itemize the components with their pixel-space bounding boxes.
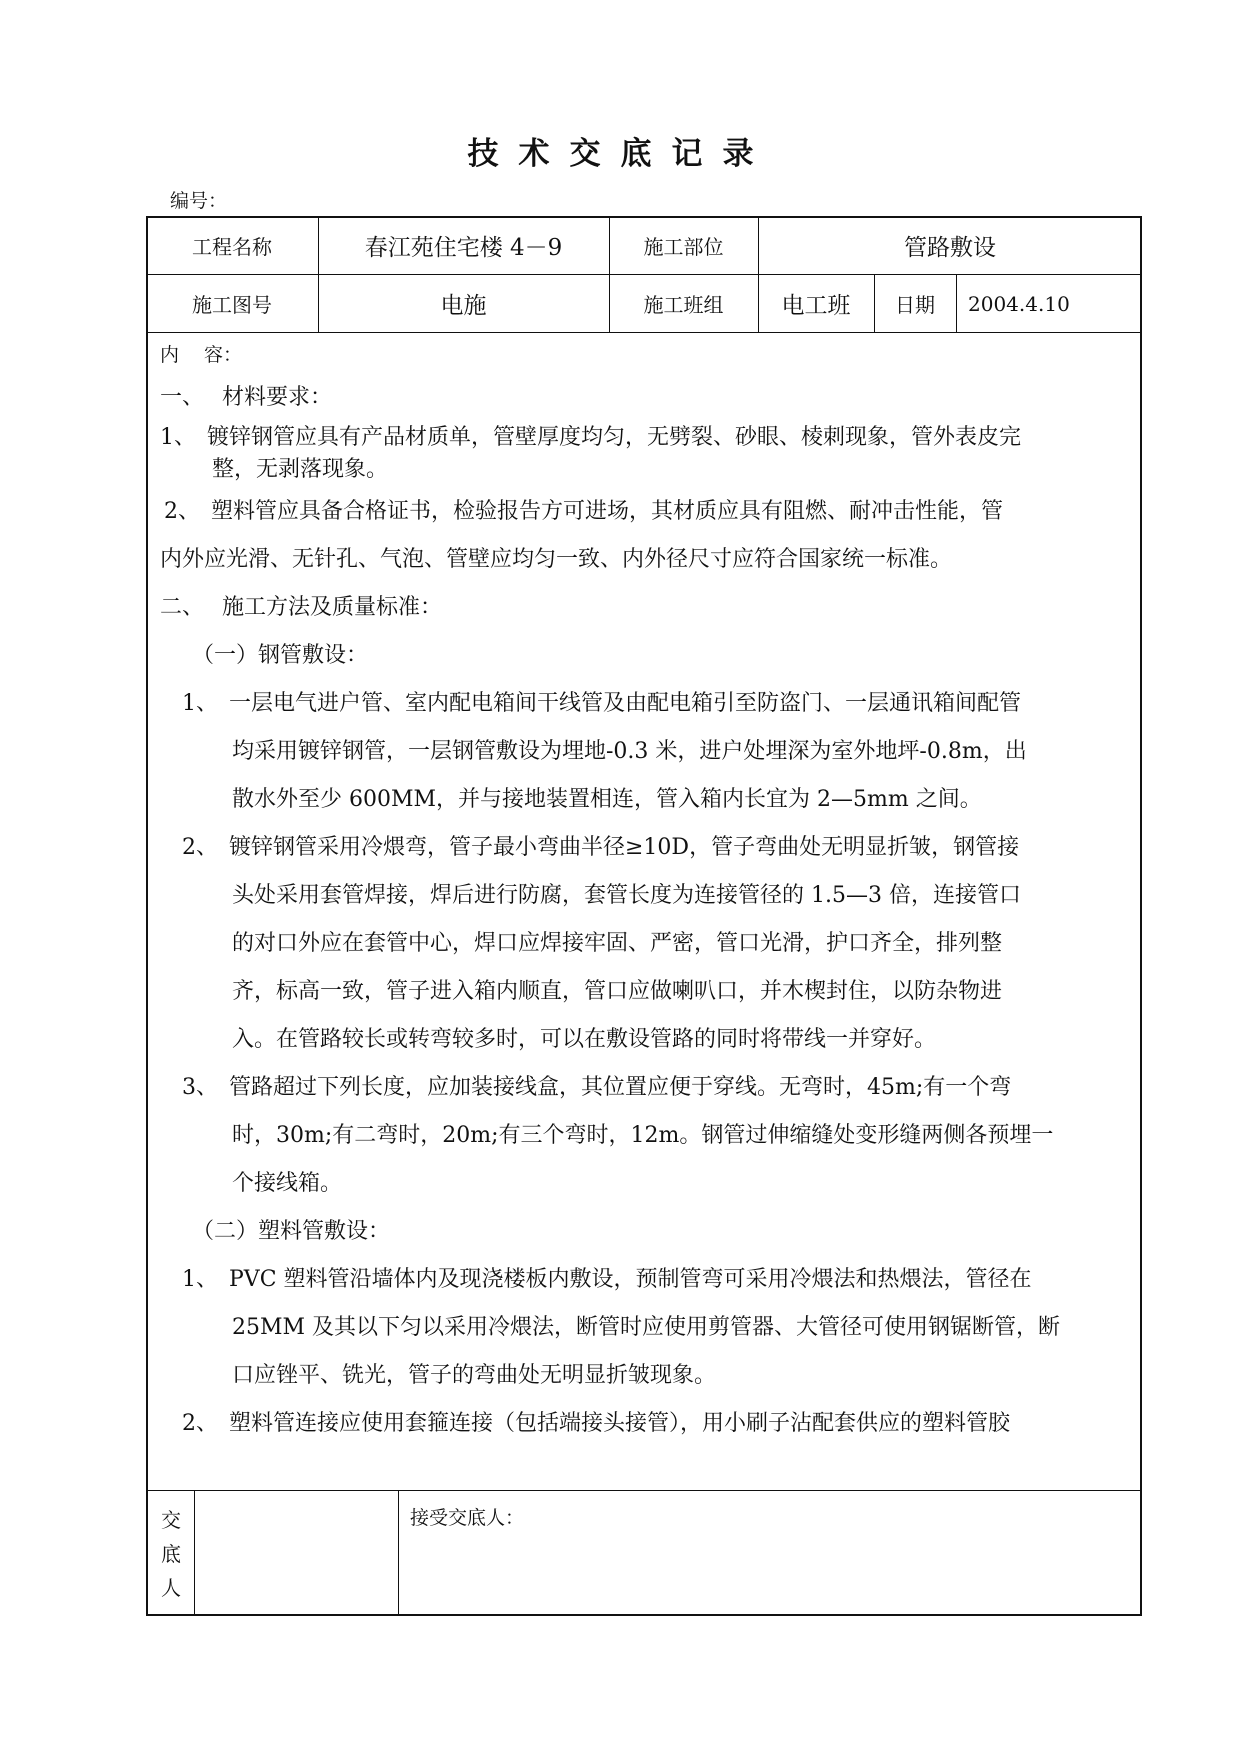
team-label: 施工班组 [643, 293, 724, 317]
content-line: 的对口外应在套管中心，焊口应焊接牢固、严密，管口光滑，护口齐全，排列整 [232, 931, 1003, 956]
content-line: 散水外至少 600MM，并与接地装置相连，管入箱内长宜为 2—5mm 之间。 [232, 787, 982, 812]
content-line: （二）塑料管敷设： [192, 1219, 391, 1244]
date-value: 2004.4.10 [968, 291, 1070, 316]
content-line: 齐，标高一致，管子进入箱内顺直，管口应做喇叭口，并木楔封住，以防杂物进 [232, 979, 1003, 1004]
handover-char: 人 [161, 1576, 181, 1600]
project-name-label: 工程名称 [192, 234, 272, 259]
content-line: 1、 镀锌钢管应具有产品材质单，管壁厚度均匀，无劈裂、砂眼、棱刺现象，管外表皮完 [160, 425, 1022, 450]
receiver-label: 接受交底人： [410, 1507, 525, 1529]
team-value: 电工班 [781, 293, 851, 319]
content-line: 头处采用套管焊接，焊后进行防腐，套管长度为连接管径的 1.5—3 倍，连接管口 [232, 883, 1021, 908]
content-line: 2、 镀锌钢管采用冷煨弯，管子最小弯曲半径≥10D，管子弯曲处无明显折皱，钢管接 [182, 835, 1020, 860]
location-value: 管路敷设 [904, 234, 996, 261]
content-line: 25MM 及其以下匀以采用冷煨法，断管时应使用剪管器、大管径可使用钢锯断管，断 [232, 1315, 1061, 1340]
content-line: 整，无剥落现象。 [212, 457, 389, 482]
content-label: 内 容： [160, 344, 243, 366]
content-line: 内外应光滑、无针孔、气泡、管壁应均匀一致、内外径尺寸应符合国家统一标准。 [160, 547, 953, 572]
content-line: （一）钢管敷设： [192, 643, 369, 668]
content-line: 入。在管路较长或转弯较多时，可以在敷设管路的同时将带线一并穿好。 [232, 1027, 937, 1052]
col-divider [194, 1490, 195, 1616]
content-line: 个接线箱。 [232, 1171, 343, 1196]
content-line: 时，30m;有二弯时，20m;有三个弯时，12m。钢管过伸缩缝处变形缝两侧各预埋一 [232, 1123, 1054, 1148]
content-line: 一、 材料要求： [160, 385, 332, 410]
handover-char: 底 [161, 1542, 181, 1566]
col-divider [398, 1490, 399, 1616]
content-line: 1、 PVC 塑料管沿墙体内及现浇楼板内敷设，预制管弯可采用冷煨法和热煨法，管径在 [182, 1267, 1032, 1292]
date-label: 日期 [895, 293, 935, 317]
content-line: 2、 塑料管应具备合格证书，检验报告方可进场，其材质应具有阻燃、耐冲击性能，管 [164, 499, 1003, 524]
content-line: 3、 管路超过下列长度，应加装接线盒，其位置应便于穿线。无弯时，45m;有一个弯 [182, 1075, 1012, 1100]
row-divider [146, 332, 1142, 333]
content-line: 均采用镀锌钢管，一层钢管敷设为埋地-0.3 米，进户处埋深为室外地坪-0.8m，出 [232, 739, 1027, 764]
handover-char: 交 [161, 1508, 181, 1532]
content-line: 1、 一层电气进户管、室内配电箱间干线管及由配电箱引至防盗门、一层通讯箱间配管 [182, 691, 1021, 716]
content-line: 二、 施工方法及质量标准： [160, 595, 442, 620]
footer-divider [146, 1490, 1142, 1491]
serial-number-label: 编号： [170, 190, 228, 212]
project-name-value: 春江苑住宅楼 4－9 [364, 234, 563, 261]
drawing-value: 电施 [440, 293, 487, 319]
drawing-label: 施工图号 [192, 293, 272, 317]
location-label: 施工部位 [643, 234, 724, 259]
content-line: 口应锉平、铣光，管子的弯曲处无明显折皱现象。 [232, 1363, 717, 1388]
document-title: 技术交底记录 [467, 136, 774, 172]
content-line: 2、 塑料管连接应使用套箍连接（包括端接头接管），用小刷子沾配套供应的塑料管胶 [182, 1411, 1010, 1436]
